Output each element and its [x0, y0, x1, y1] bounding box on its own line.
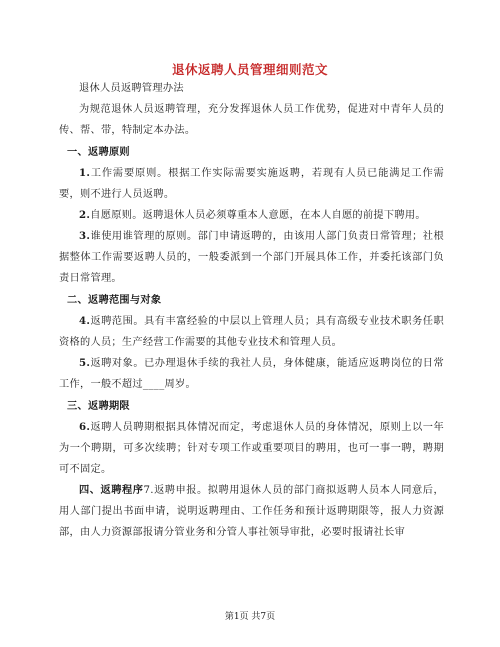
item-number: 6. [79, 421, 91, 433]
document-body [59, 78, 444, 543]
item-text: 返聘对象。已办理退休手续的我社人员，身体健康，能适应返聘岗位的日常工作，一般不超过____周岁。 [59, 358, 444, 390]
item-text: 7.返聘申报。拟聘用退休人员的部门商拟返聘人员本人同意后，用人部门提出书面申请，说明返聘理由、工作任务和预计返聘期限等，报人力资源部，由人力资源部报请分管业务和分管人事社领导审批，必要时报请社长审 [59, 485, 444, 538]
paragraph-item-6 [59, 417, 444, 480]
item-number: 2. [79, 209, 91, 221]
section-heading-scope: 二、返聘范围与对象 [67, 294, 162, 306]
item-text: 返聘范围。具有丰富经验的中层以上管理人员；具有高级专业技术职务任职资格的人员；生产经营工作需要的其他专业技术和管理人员。 [59, 316, 444, 348]
item-text: 返聘人员聘期根据具体情况而定，考虑退休人员的身体情况，原则上以一年为一个聘期，可多次续聘；针对专项工作或重要项目的聘用，也可一事一聘，聘期可不固定。 [59, 422, 444, 475]
document-subtitle: 退休人员返聘管理办法 [79, 83, 184, 94]
paragraph-item-1 [59, 163, 444, 205]
item-number: 5. [79, 357, 91, 369]
item-number: 3. [79, 230, 91, 242]
paragraph-item-5 [59, 353, 444, 395]
section-heading-procedure: 四、返聘程序 [79, 484, 144, 496]
section-heading-principles: 一、返聘原则 [67, 146, 130, 158]
item-text: 工作需要原则。根据工作实际需要实施返聘，若现有人员已能满足工作需要，则不进行人员返聘。 [59, 168, 444, 200]
item-number: 4. [79, 315, 91, 327]
item-text: 自愿原则。返聘退休人员必须尊重本人意愿，在本人自愿的前提下聘用。 [90, 210, 426, 221]
item-number: 1. [79, 167, 91, 179]
paragraph-section-4 [59, 480, 444, 543]
page-footer: 第1页 共7页 [224, 612, 276, 622]
paragraph-item-2 [59, 205, 444, 226]
section-heading-term: 三、返聘期限 [67, 400, 130, 412]
item-text: 谁使用谁管理的原则。部门申请返聘的，由该用人部门负责日常管理；社根据整体工作需要返聘人员的，一般委派到一个部门开展具体工作，并委托该部门负责日常管理。 [59, 231, 444, 284]
document-title: 退休返聘人员管理细则范文 [171, 62, 328, 77]
paragraph-item-3 [59, 226, 444, 289]
intro-paragraph: 为规范退休人员返聘管理，充分发挥退休人员工作优势，促进对中青年人员的传、帮、带，特制定本办法。 [59, 104, 444, 136]
paragraph-item-4 [59, 311, 444, 353]
